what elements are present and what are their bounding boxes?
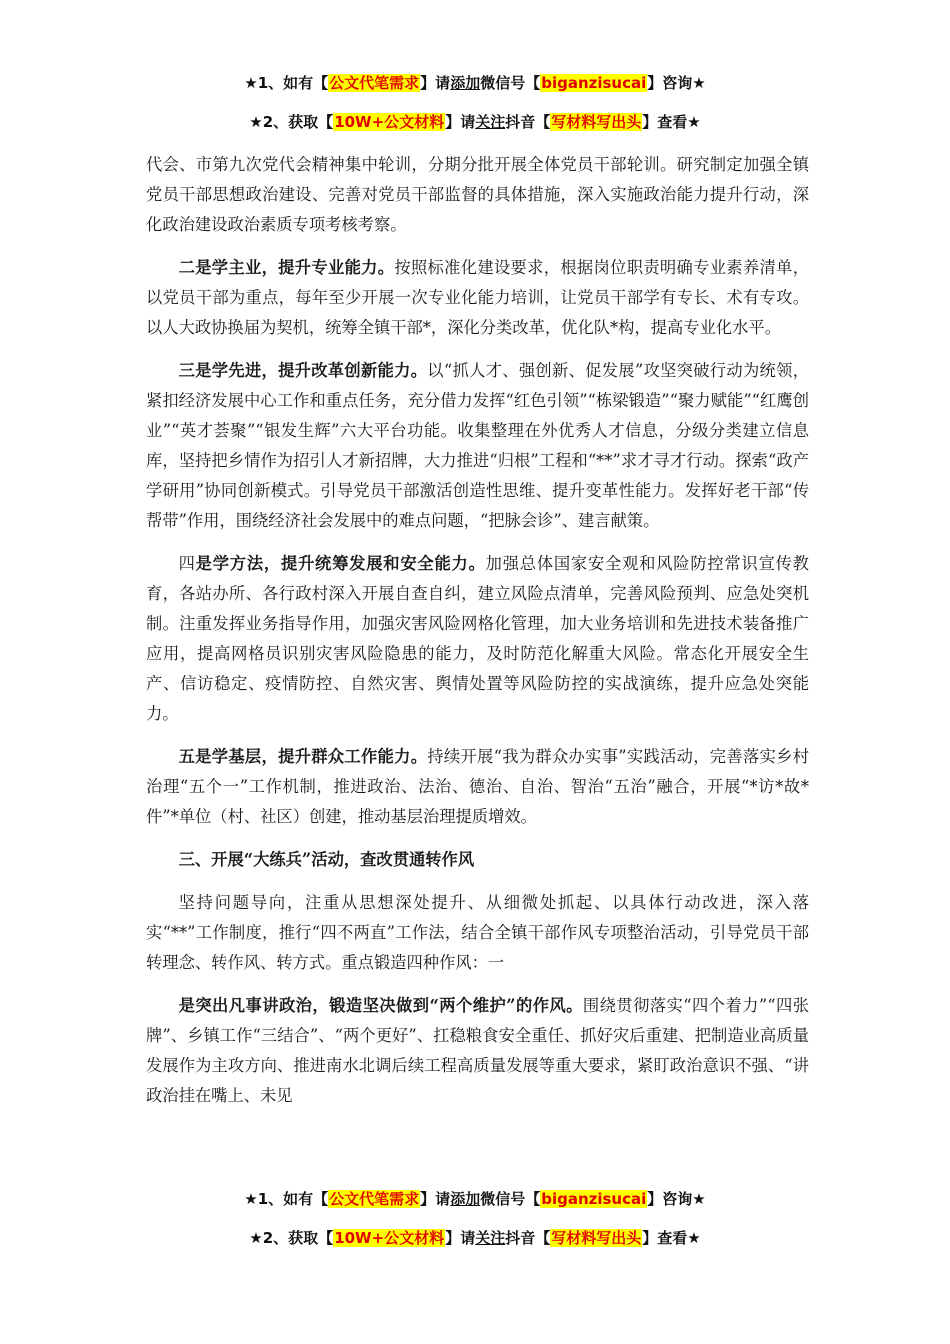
section-heading-3: 三、开展“大练兵”活动，查改贯通转作风: [178, 850, 475, 869]
highlight-douyin: 写材料写出头: [551, 1229, 642, 1247]
top-banner-line-1: ★1、如有【公文代笔需求】请添加微信号【biganzisucai】咨询★: [244, 74, 706, 92]
bottom-banner-line-1: ★1、如有【公文代笔需求】请添加微信号【biganzisucai】咨询★: [244, 1190, 706, 1208]
highlight-materials: 10W+公文材料: [334, 113, 445, 131]
highlight-ghostwriting: 公文代笔需求: [329, 74, 420, 92]
document-body: [146, 150, 809, 1124]
paragraph-continued: 代会、市第九次党代会精神集中轮训，分期分批开展全体党员干部轮训。研究制定加强全镇党员干部思想政治建设、完善对党员干部监督的具体措施，深入实施政治能力提升行动，深化政治建设政治素质专项考核考察。: [146, 155, 809, 234]
paragraph-problem-oriented: 坚持问题导向，注重从思想深处提升、从细微处抓起、以具体行动改进，深入落实“**”工作制度，推行“四不两直”工作法，结合全镇干部作风专项整治活动，引导党员干部转理念、转作风、转方式。重点锻造四种作风：一: [146, 893, 809, 972]
highlight-wechat-id: biganzisucai: [541, 74, 647, 92]
paragraph-security-ability: 四是学方法，提升统筹发展和安全能力。加强总体国家安全观和风险防控常识宣传教育，各站办所、各行政村深入开展自查自纠，建立风险点清单，完善风险预判、应急处突机制。注重发挥业务指导作用，加强灾害风险网格化管理，加大业务培训和先进技术装备推广应用，提高网格员识别灾害风险隐患的能力，及时防范化解重大风险。常态化开展安全生产、信访稳定、疫情防控、自然灾害、舆情处置等风险防控的实战演练，提升应急处突能力。: [146, 554, 809, 723]
highlight-materials: 10W+公文材料: [334, 1229, 445, 1247]
top-banner-line-2: ★2、获取【10W+公文材料】请关注抖音【写材料写出头】查看★: [249, 113, 701, 131]
paragraph-mass-work: 五是学基层，提升群众工作能力。持续开展“我为群众办实事”实践活动，完善落实乡村治理“五个一”工作机制，推进政治、法治、德治、自治、智治“五治”融合，开展“*访*故*件”*单位（村、社区）创建，推动基层治理提质增效。: [146, 747, 809, 826]
paragraph-professional-ability: 二是学主业，提升专业能力。按照标准化建设要求，根据岗位职责明确专业素养清单，以党员干部为重点，每年至少开展一次专业化能力培训，让党员干部学有专长、术有专攻。以人大政协换届为契机，统筹全镇干部*，深化分类改革，优化队*构，提高专业化水平。: [146, 258, 809, 337]
paragraph-politics: 是突出凡事讲政治，锻造坚决做到“两个维护”的作风。围绕贯彻落实“四个着力”“四张牌”、乡镇工作“三结合”、“两个更好”、扛稳粮食安全重任、抓好灾后重建、把制造业高质量发展作为主攻方向、推进南水北调后续工程高质量发展等重大要求，紧盯政治意识不强、“讲政治挂在嘴上、未见: [146, 996, 809, 1105]
highlight-ghostwriting: 公文代笔需求: [329, 1190, 420, 1208]
paragraph-reform-innovation: 三是学先进，提升改革创新能力。以“抓人才、强创新、促发展”攻坚突破行动为统领，紧扣经济发展中心工作和重点任务，充分借力发挥“红色引领”“栋梁锻造”“聚力赋能”“红鹰创业”“英才荟聚”“银发生辉”六大平台功能。收集整理在外优秀人才信息，分级分类建立信息库，坚持把乡情作为招引人才新招牌，大力推进“归根”工程和“**”求才寻才行动。探索“政产学研用”协同创新模式。引导党员干部激活创造性思维、提升变革性能力。发挥好老干部“传帮带”作用，围绕经济社会发展中的难点问题，“把脉会诊”、建言献策。: [146, 361, 809, 530]
highlight-douyin: 写材料写出头: [551, 113, 642, 131]
highlight-wechat-id: biganzisucai: [541, 1190, 647, 1208]
bottom-banner-line-2: ★2、获取【10W+公文材料】请关注抖音【写材料写出头】查看★: [249, 1229, 701, 1247]
